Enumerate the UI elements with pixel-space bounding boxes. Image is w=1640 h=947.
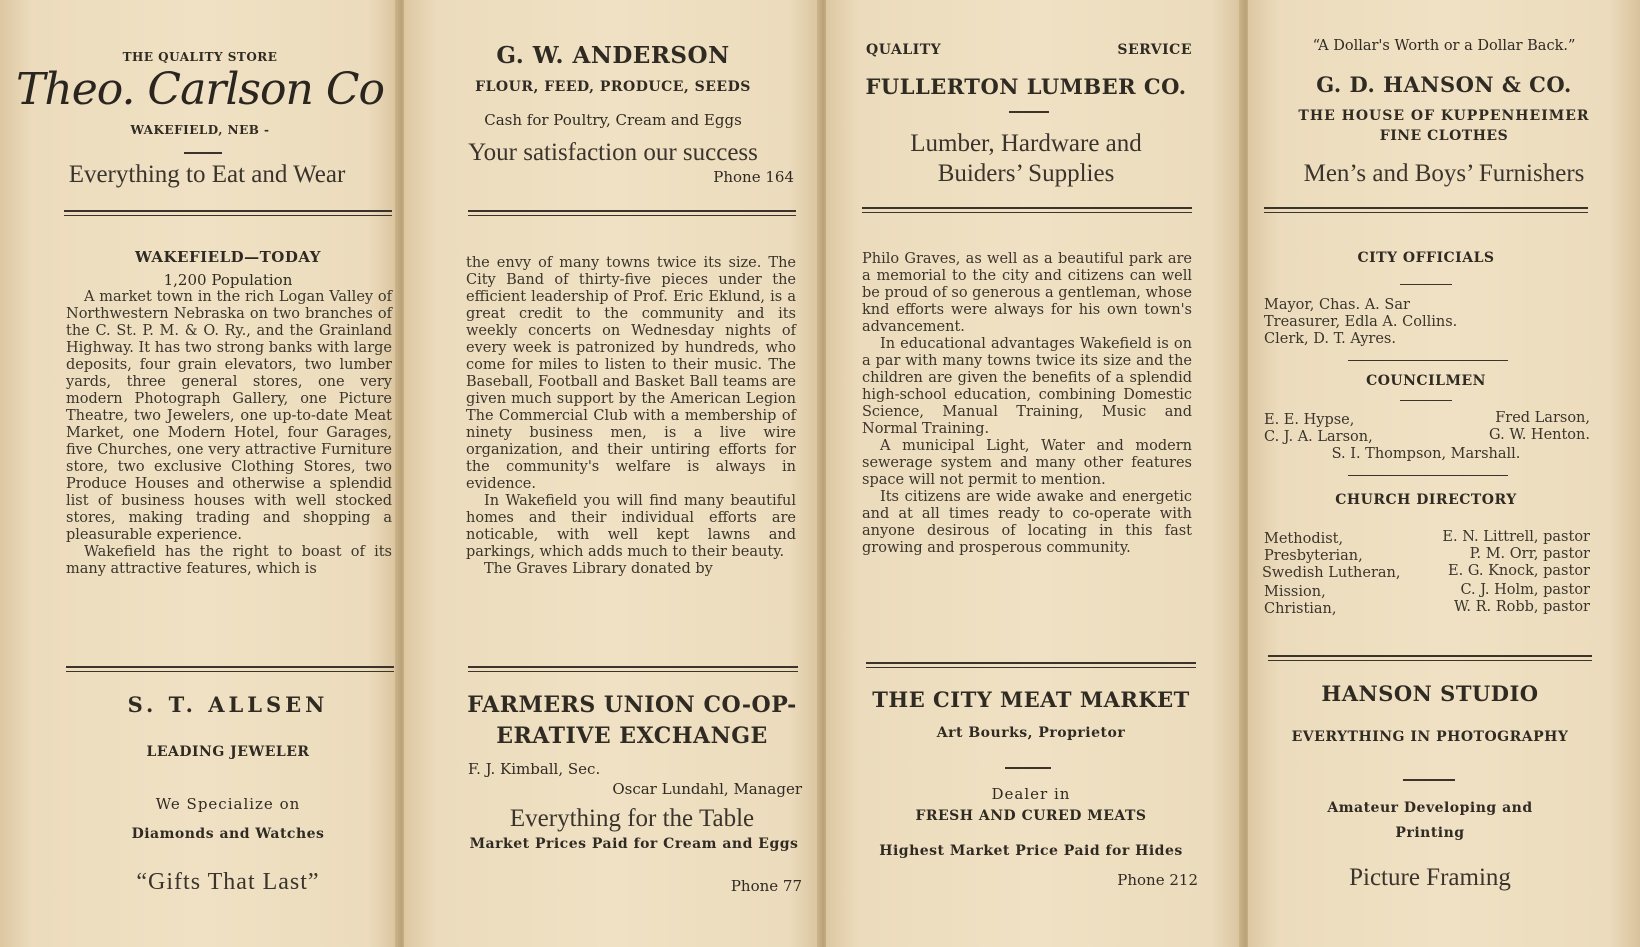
councilman-hypse: E. E. Hypse, xyxy=(1264,412,1355,428)
section-title-wakefield: WAKEFIELD—TODAY xyxy=(135,248,321,266)
wakefield-text-continued-2 xyxy=(862,251,1192,557)
divider xyxy=(1005,767,1051,769)
wakefield-para-2: Wakefield has the right to boast of its many attractive features, which is xyxy=(66,544,392,577)
population: 1,200 Population xyxy=(163,271,293,289)
allsen-line-2: Diamonds and Watches xyxy=(131,826,325,842)
farmers-union-line: Market Prices Paid for Cream and Eggs xyxy=(469,836,799,852)
panel-1 xyxy=(0,0,400,947)
hanson-sub-1: THE HOUSE OF KUPPENHEIMER xyxy=(1298,108,1590,124)
wakefield-para-1: A market town in the rich Logan Valley of Northwestern Nebraska on two branches of the C. St. P. M. & O. Ry., and the Grainland Highway. It has two strong banks with large deposits, four grain elevators, two lumber yards, three general stores, one very modern Photograph Gallery, one Picture Theatre, two Jewelers, one up-to-date Meat Market, one Modern Hotel, four Garages, five Churches, one very attractive Furniture store, two exclusive Clothing Stores, two Produce Houses and otherwise a splendid list of business houses with well stocked stores, making trading and shopping a pleasurable experience. xyxy=(66,289,392,543)
allsen-sub: LEADING JEWELER xyxy=(146,744,310,760)
church-presbyterian: Presbyterian, xyxy=(1264,548,1363,564)
quality-label: QUALITY xyxy=(866,42,942,58)
councilman-ca-larson: C. J. A. Larson, xyxy=(1264,429,1373,445)
pastor-mission: C. J. Holm, pastor xyxy=(1460,582,1590,598)
meat-market-owner: Art Bourks, Proprietor xyxy=(936,725,1126,741)
pastor-christian: W. R. Robb, pastor xyxy=(1453,599,1590,615)
farmers-union-sec: F. J. Kimball, Sec. xyxy=(468,760,601,778)
fullerton-slogan-1: Lumber, Hardware and xyxy=(910,130,1142,157)
meat-market-phone: Phone 212 xyxy=(1117,871,1198,889)
double-rule xyxy=(468,210,796,216)
hanson-studio-slogan: Picture Framing xyxy=(1349,864,1511,891)
graves-para: Philo Graves, as well as a beautiful park are a memorial to the city and citizens can well be proud of so generous a gentleman, whose knd efforts were always for his own town's advancement. xyxy=(862,251,1192,335)
hanson-sub-2: FINE CLOTHES xyxy=(1379,128,1509,144)
hanson-quote: “A Dollar's Worth or a Dollar Back.” xyxy=(1312,38,1576,54)
councilman-larson: Fred Larson, xyxy=(1495,410,1590,426)
continued-para-1: the envy of many towns twice its size. The City Band of thirty-five pieces under the efficient leadership of Prof. Eric Eklund, is a great credit to the community and its weekly concerts on Wednesday nights of every week is patronized by hundreds, who come for miles to listen to their music. The Baseball, Football and Basket Ball teams are given much support by the American Legion The Commercial Club with a membership of ninety business men, is a live wire organization, and their untiring efforts for the community's welfare is always in evidence. xyxy=(466,255,796,492)
panel-2 xyxy=(404,0,822,947)
farmers-union-slogan: Everything for the Table xyxy=(509,805,755,832)
hanson-studio-sub: EVERYTHING IN PHOTOGRAPHY xyxy=(1291,729,1569,745)
wakefield-text xyxy=(66,289,392,578)
official-treasurer: Treasurer, Edla A. Collins. xyxy=(1264,314,1458,330)
continued-para-2: In Wakefield you will find many beautiful homes and their individual efforts are noticable, with well kept lawns and parkings, which adds much to their beauty. xyxy=(466,493,796,560)
divider xyxy=(1348,475,1508,476)
anderson-name: G. W. ANDERSON xyxy=(496,42,730,69)
church-christian: Christian, xyxy=(1264,601,1337,617)
divider xyxy=(1400,284,1452,285)
hanson-studio-line-1: Amateur Developing and xyxy=(1327,800,1533,816)
farmers-union-phone: Phone 77 xyxy=(730,877,802,895)
city-officials-title: CITY OFFICIALS xyxy=(1357,250,1495,266)
carlson-logo: Theo. Carlson Co xyxy=(16,64,384,115)
anderson-sub: FLOUR, FEED, PRODUCE, SEEDS xyxy=(475,79,751,95)
double-rule xyxy=(64,210,392,216)
church-mission: Mission, xyxy=(1264,584,1326,600)
allsen-slogan: “Gifts That Last” xyxy=(136,869,320,895)
divider xyxy=(1400,400,1452,401)
allsen-line-1: We Specialize on xyxy=(155,795,301,813)
farmers-union-name-2: ERATIVE EXCHANGE xyxy=(496,723,768,749)
councilman-henton: G. W. Henton. xyxy=(1489,427,1590,443)
divider xyxy=(1009,111,1049,113)
anderson-slogan: Your satisfaction our success xyxy=(468,139,758,166)
divider xyxy=(184,152,222,154)
education-para: In educational advantages Wakefield is on a par with many towns twice its size and the children are given the benefits of a splendid high-school education, combining Domestic Science, Manual Training, Music and Normal Training. xyxy=(862,336,1192,437)
anderson-phone: Phone 164 xyxy=(713,168,794,186)
continued-para-3: The Graves Library donated by xyxy=(484,561,713,577)
fullerton-slogan-2: Buiders’ Supplies xyxy=(937,160,1115,187)
double-rule xyxy=(862,207,1192,213)
church-swedish-lutheran: Swedish Lutheran, xyxy=(1262,565,1401,581)
meat-market-line-2: FRESH AND CURED MEATS xyxy=(915,808,1147,824)
official-mayor: Mayor, Chas. A. Sar xyxy=(1264,297,1410,313)
pastor-presbyterian: P. M. Orr, pastor xyxy=(1469,546,1590,562)
pastor-swedish-lutheran: E. G. Knock, pastor xyxy=(1448,563,1590,579)
fullerton-name: FULLERTON LUMBER CO. xyxy=(865,74,1187,99)
farmers-union-manager: Oscar Lundahl, Manager xyxy=(612,780,802,798)
anderson-line: Cash for Poultry, Cream and Eggs xyxy=(484,111,742,129)
farmers-union-name-1: FARMERS UNION CO-OP- xyxy=(467,692,797,718)
wakefield-text-continued xyxy=(466,255,796,578)
hanson-studio-name: HANSON STUDIO xyxy=(1321,681,1539,706)
hanson-co-name: G. D. HANSON & CO. xyxy=(1316,72,1572,97)
meat-market-line-3: Highest Market Price Paid for Hides xyxy=(879,843,1183,859)
hanson-slogan: Men’s and Boys’ Furnishers xyxy=(1303,160,1585,187)
councilmen-title: COUNCILMEN xyxy=(1366,373,1486,389)
pastor-methodist: E. N. Littrell, pastor xyxy=(1442,529,1590,545)
divider xyxy=(1403,779,1455,781)
quality-store-tagline: THE QUALITY STORE xyxy=(122,50,278,64)
carlson-slogan: Everything to Eat and Wear xyxy=(68,161,346,188)
church-directory-title: CHURCH DIRECTORY xyxy=(1335,492,1517,508)
panel-4 xyxy=(1248,0,1640,947)
marshall: S. I. Thompson, Marshall. xyxy=(1331,446,1521,462)
hanson-studio-line-2: Printing xyxy=(1395,825,1465,841)
double-rule xyxy=(468,666,798,672)
meat-market-name: THE CITY MEAT MARKET xyxy=(872,687,1190,712)
service-label: SERVICE xyxy=(1117,42,1192,58)
double-rule xyxy=(1264,207,1588,213)
panel-3 xyxy=(826,0,1244,947)
double-rule xyxy=(66,666,394,672)
church-methodist: Methodist, xyxy=(1264,531,1344,547)
meat-market-line-1: Dealer in xyxy=(991,785,1071,803)
official-clerk: Clerk, D. T. Ayres. xyxy=(1264,331,1396,347)
citizens-para: Its citizens are wide awake and energetic and at all times ready to co-operate with anyone desirous of locating in this fast growing and prosperous community. xyxy=(862,489,1192,556)
allsen-name: S. T. ALLSEN xyxy=(127,692,329,717)
double-rule xyxy=(1268,655,1592,661)
double-rule xyxy=(866,662,1196,668)
divider xyxy=(1348,360,1508,361)
utilities-para: A municipal Light, Water and modern sewerage system and many other features space will not permit to mention. xyxy=(862,438,1192,488)
carlson-location: WAKEFIELD, NEB - xyxy=(130,123,270,137)
